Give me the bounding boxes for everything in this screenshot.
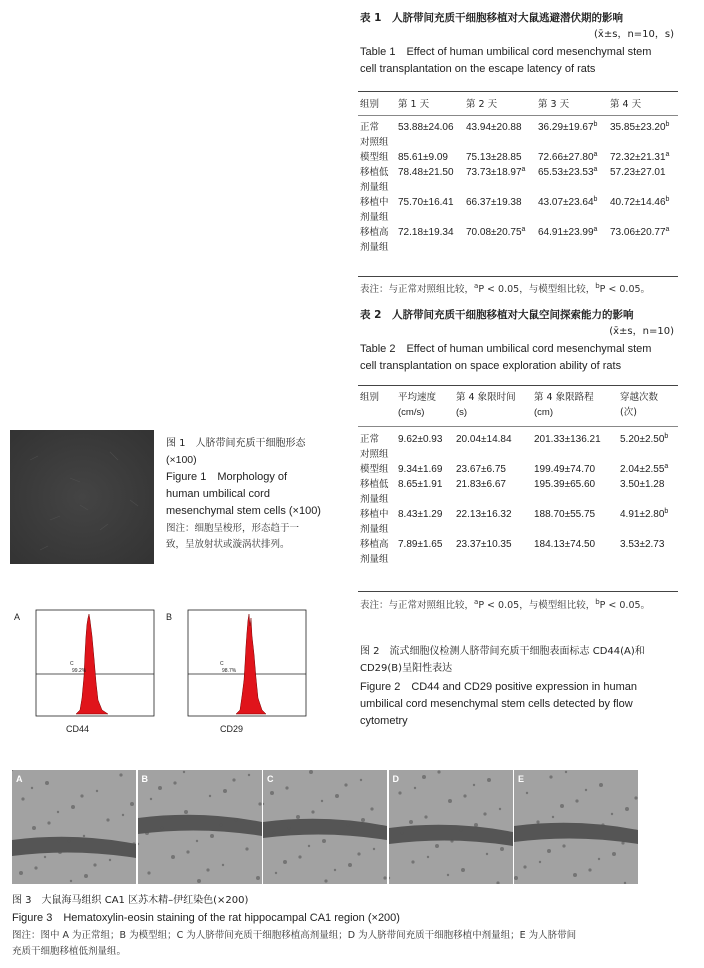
table2-value-cell [534, 462, 620, 477]
table1-value: 53.88±24.06 [398, 122, 454, 133]
table1-row [360, 150, 680, 165]
table2-group-line: 移植高 [360, 539, 389, 550]
table2-rows [360, 432, 680, 567]
sig-mark: a [474, 598, 479, 606]
table2-group-line: 剂量组 [360, 494, 389, 505]
table1-value: 40.72±14.46 [610, 197, 666, 208]
table2-value-cell [534, 432, 620, 462]
table2-header-unit: (s) [456, 407, 468, 418]
table1-row [360, 120, 680, 150]
table1-group-line: 正常 [360, 122, 380, 133]
table2-value: 8.43±1.29 [398, 509, 443, 520]
sig-mark: b [595, 282, 600, 290]
table1-header-cell: 第 4 天 [610, 99, 642, 110]
table1-sig-mark: a [521, 226, 526, 233]
table2-header-unit: (cm) [534, 407, 553, 418]
table1-value-cell [398, 165, 466, 195]
table2-group-line: 移植低 [360, 479, 389, 490]
table2-header [360, 390, 680, 420]
table2-value-cell [620, 507, 680, 537]
figure3-caption-en: Figure 3 Hematoxylin-eosin staining of the rat hippocampal CA1 region (×200) [12, 912, 400, 924]
table2-value: 5.20±2.50 [620, 434, 665, 445]
table1-sig-mark: b [593, 196, 598, 203]
table2-group-cell [360, 507, 398, 537]
figure3-panel-letter: B [141, 774, 148, 784]
table1-value: 73.73±18.97 [466, 167, 522, 178]
figure2-caption-en-3: cytometry [360, 715, 408, 727]
table2-group-line: 对照组 [360, 449, 389, 460]
table1-value: 72.18±19.34 [398, 227, 454, 238]
table2-group-cell [360, 537, 398, 567]
table2-value-cell [620, 537, 680, 567]
table2-value: 2.04±2.55 [620, 464, 665, 475]
table1-value-cell [538, 120, 610, 150]
table2-value: 23.67±6.75 [456, 464, 506, 475]
table2-value-cell [456, 432, 534, 462]
table2-value-cell [398, 537, 456, 567]
table2-value-cell [620, 432, 680, 462]
table1-value: 73.06±20.77 [610, 227, 666, 238]
table2-header-cell: 第 4 象限时间 [456, 392, 516, 403]
table1-value: 78.48±21.50 [398, 167, 454, 178]
table2-value-cell [620, 477, 680, 507]
table2-value: 188.70±55.75 [534, 509, 596, 520]
table2-header-unit: (cm/s) [398, 407, 425, 418]
table1-value-cell [398, 195, 466, 225]
table2-value: 3.50±1.28 [620, 479, 665, 490]
table1-value: 75.13±28.85 [466, 152, 522, 163]
table1-sig-mark: b [665, 196, 670, 203]
table2-value: 23.37±10.35 [456, 539, 512, 550]
table1-header-cell: 第 2 天 [466, 99, 498, 110]
table2-row [360, 537, 680, 567]
figure3-tissue-texture [138, 770, 262, 884]
figure3-panel-letter: C [267, 774, 274, 784]
table1-header-cell: 第 1 天 [398, 99, 430, 110]
table2-header-cell: 第 4 象限路程 [534, 392, 594, 403]
table1-group-cell [360, 195, 398, 225]
table1-value-cell [466, 150, 538, 165]
figure1-caption-cn-1: 图 1 人脐带间充质干细胞形态 [166, 438, 306, 449]
table1-sig-mark: a [593, 226, 598, 233]
table2-value-cell [398, 507, 456, 537]
table2-sig-mark: a [664, 463, 669, 470]
table1-header-rule [358, 115, 678, 116]
figure1-note-2: 致，呈放射状或漩涡状排列。 [166, 539, 290, 550]
figure3-panel-letter: D [392, 774, 399, 784]
figure1-caption-en-2: human umbilical cord [166, 488, 270, 500]
table1-group-line: 模型组 [360, 152, 389, 163]
table1-value: 70.08±20.75 [466, 227, 522, 238]
table2-row [360, 477, 680, 507]
figure1-cells-texture [10, 430, 154, 564]
figure3-panel-a [12, 770, 136, 884]
table1-value: 36.29±19.67 [538, 122, 594, 133]
table1-group-line: 对照组 [360, 137, 389, 148]
table1-value-cell [538, 165, 610, 195]
table2-group-cell [360, 477, 398, 507]
table1-value-cell [610, 225, 680, 255]
figure3-tissue-texture [12, 770, 136, 884]
table1-value: 75.70±16.41 [398, 197, 454, 208]
figure3-panel-letter: E [518, 774, 525, 784]
table1-row [360, 165, 680, 195]
table1-sig-mark: a [593, 166, 598, 173]
table1-value-cell [466, 225, 538, 255]
table2-header-rule [358, 426, 678, 427]
table1-value-cell [610, 150, 680, 165]
table1-value: 72.66±27.80 [538, 152, 594, 163]
table2-group-line: 剂量组 [360, 554, 389, 565]
table2-value: 20.04±14.84 [456, 434, 512, 445]
table2-row [360, 507, 680, 537]
figure3-panel-c [263, 770, 387, 884]
table2-header-row-units [360, 405, 680, 420]
table1-value: 66.37±19.38 [466, 197, 522, 208]
table2-group-line: 模型组 [360, 464, 389, 475]
table2-group-cell [360, 462, 398, 477]
table1-stat-note: (x̄±s，n=10，s) [594, 29, 674, 40]
figure1-micrograph [10, 430, 154, 564]
figure3-panel-b [138, 770, 262, 884]
table2-value-cell [534, 477, 620, 507]
figure1-caption-en-3: mesenchymal stem cells (×100) [166, 505, 321, 517]
table1-header-cell: 第 3 天 [538, 99, 570, 110]
table1-sig-mark: a [665, 151, 670, 158]
table2-value: 22.13±16.32 [456, 509, 512, 520]
table1-value-cell [466, 120, 538, 150]
table2-body [360, 432, 680, 567]
sig-mark: b [595, 598, 600, 606]
figure3-tissue-texture [514, 770, 638, 884]
table2-value: 3.53±2.73 [620, 539, 665, 550]
table2-value: 4.91±2.80 [620, 509, 665, 520]
table2-value: 201.33±136.21 [534, 434, 601, 445]
table2-value: 195.39±65.60 [534, 479, 596, 490]
table1-value-cell [538, 150, 610, 165]
figure2-caption-cn-1: 图 2 流式细胞仪检测人脐带间充质干细胞表面标志 CD44(A)和 [360, 646, 645, 657]
table1-value: 72.32±21.31 [610, 152, 666, 163]
table1-title-cn: 表 1 人脐带间充质干细胞移植对大鼠逃避潜伏期的影响 [360, 12, 623, 24]
table1-group-line: 剂量组 [360, 212, 389, 223]
table2-row [360, 432, 680, 462]
table1-value: 85.61±9.09 [398, 152, 448, 163]
table1-group-line: 剂量组 [360, 242, 389, 253]
figure2-panel-b-histogram [174, 606, 314, 746]
table2-value-cell [534, 507, 620, 537]
table2-header-cell: 组别 [360, 392, 380, 403]
table1-value-cell [610, 120, 680, 150]
figure3-tissue-texture [389, 770, 513, 884]
table2-sig-mark: b [664, 508, 669, 515]
table2-header-cell: 穿越次数 [620, 392, 659, 403]
table1-value: 35.85±23.20 [610, 122, 666, 133]
table1-sig-mark: b [665, 121, 670, 128]
table2-stat-note: (x̄±s，n=10) [609, 326, 674, 337]
table1-value-cell [538, 225, 610, 255]
table2-row [360, 462, 680, 477]
table2-value-cell [456, 507, 534, 537]
table1-sig-mark: a [521, 166, 526, 173]
table1-value-cell [398, 150, 466, 165]
table2-value-cell [456, 477, 534, 507]
table2-value: 8.65±1.91 [398, 479, 443, 490]
table2-value-cell [534, 537, 620, 567]
table2-value-cell [620, 462, 680, 477]
figure2-panel-a-letter: A [14, 612, 21, 622]
table1-value-cell [610, 165, 680, 195]
table2-header-unit [360, 405, 398, 420]
table2-title-en-1: Table 2 Effect of human umbilical cord mesenchymal stem [360, 343, 652, 355]
table2-value-cell [456, 462, 534, 477]
table1-value: 43.94±20.88 [466, 122, 522, 133]
table1-row [360, 225, 680, 255]
figure3-note-1: 图注：图中 A 为正常组；B 为模型组；C 为人脐带间充质干细胞移植高剂量组；D 为人脐带间充质干细胞移植中剂量组；E 为人脐带间 [12, 930, 577, 941]
figure2-panel-b-letter: B [166, 612, 173, 622]
table1-header-row [360, 97, 680, 112]
table1-value: 64.91±23.99 [538, 227, 594, 238]
table2-header-unit: (次) [620, 407, 637, 418]
figure3-panel-e [514, 770, 638, 884]
table2-value: 7.89±1.65 [398, 539, 443, 550]
table2-title-cn: 表 2 人脐带间充质干细胞移植对大鼠空间探索能力的影响 [360, 309, 634, 321]
figure3-panel-d [389, 770, 513, 884]
figure1-caption-en-1: Figure 1 Morphology of [166, 471, 288, 483]
table1-value-cell [610, 195, 680, 225]
figure2-caption-cn-2: CD29(B)呈阳性表达 [360, 663, 453, 674]
figure3-caption-cn: 图 3 大鼠海马组织 CA1 区苏木精–伊红染色(×200) [12, 895, 249, 906]
figure3-tissue-texture [263, 770, 387, 884]
table1-value-cell [398, 225, 466, 255]
figure2-panel-a-histogram [22, 606, 162, 746]
table2-value: 184.13±74.50 [534, 539, 596, 550]
table1-title-en-2: cell transplantation on the escape latency of rats [360, 63, 596, 75]
table1-group-line: 移植高 [360, 227, 389, 238]
figure2-panel-a-percent: 99.2% [72, 668, 87, 674]
table2-value-cell [456, 537, 534, 567]
table2-value: 199.49±74.70 [534, 464, 596, 475]
table2-group-line: 剂量组 [360, 524, 389, 535]
table2-value-cell [398, 462, 456, 477]
table1-value: 57.23±27.01 [610, 167, 666, 178]
figure2-panel-a-label: CD44 [66, 724, 90, 734]
table1-row [360, 195, 680, 225]
table2-header-cell: 平均速度 [398, 392, 437, 403]
table2-value: 21.83±6.67 [456, 479, 506, 490]
table2-footnote: 表注：与正常对照组比较，$^a$P < 0.05，与模型组比较，$^b$P < 0.05。 [360, 598, 651, 611]
table2-group-line: 正常 [360, 434, 380, 445]
table1-footnote: 表注：与正常对照组比较，$^a$P < 0.05，与模型组比较，$^b$P < 0.05。 [360, 282, 651, 295]
table1-group-cell [360, 165, 398, 195]
table2-value-cell [398, 477, 456, 507]
table1-group-cell [360, 225, 398, 255]
table2-title-en-2: cell transplantation on space exploration ability of rats [360, 360, 622, 372]
figure2-panel-b-percent: 98.7% [222, 668, 237, 674]
table1 [360, 97, 680, 112]
figure3-panels [12, 770, 638, 884]
table1-value: 43.07±23.64 [538, 197, 594, 208]
figure2-panel-b-label: CD29 [220, 724, 244, 734]
figure2-caption-en-1: Figure 2 CD44 and CD29 positive expression in human [360, 681, 637, 693]
table2-value: 9.62±0.93 [398, 434, 443, 445]
figure2-panel-b-marker: C [220, 661, 224, 667]
table2-value-cell [398, 432, 456, 462]
table1-sig-mark: b [593, 121, 598, 128]
table1-rows [360, 120, 680, 255]
table1-value-cell [466, 195, 538, 225]
table1-body [360, 120, 680, 255]
table1-sig-mark: a [593, 151, 598, 158]
table2-top-rule [358, 385, 678, 386]
figure3-note-2: 充质干细胞移植低剂量组。 [12, 946, 127, 957]
table1-sig-mark: a [665, 226, 670, 233]
table2-bottom-rule [358, 591, 678, 592]
table1-value-cell [398, 120, 466, 150]
table2-group-line: 移植中 [360, 509, 389, 520]
sig-mark: a [474, 282, 479, 290]
table1-title-en-1: Table 1 Effect of human umbilical cord mesenchymal stem [360, 46, 652, 58]
table1-value: 65.53±23.53 [538, 167, 594, 178]
table1-value-cell [538, 195, 610, 225]
table2-header-row [360, 390, 680, 405]
table1-value-cell [466, 165, 538, 195]
table1-group-cell [360, 150, 398, 165]
figure2-caption-en-2: umbilical cord mesenchymal stem cells detected by flow [360, 698, 633, 710]
table1-header-cell: 组别 [360, 99, 380, 110]
figure1-note-1: 图注：细胞呈梭形，形态趋于一 [166, 523, 300, 534]
table2-sig-mark: b [664, 433, 669, 440]
table1-group-line: 剂量组 [360, 182, 389, 193]
table1-group-line: 移植中 [360, 197, 389, 208]
figure3-panel-letter: A [16, 774, 23, 784]
table1-bottom-rule [358, 276, 678, 277]
table2-group-cell [360, 432, 398, 462]
figure1-caption-cn-2: (×100) [166, 454, 197, 466]
table1-top-rule [358, 91, 678, 92]
table2-value: 9.34±1.69 [398, 464, 443, 475]
table1-group-line: 移植低 [360, 167, 389, 178]
figure2-panel-a-marker: C [70, 661, 74, 667]
table1-group-cell [360, 120, 398, 150]
